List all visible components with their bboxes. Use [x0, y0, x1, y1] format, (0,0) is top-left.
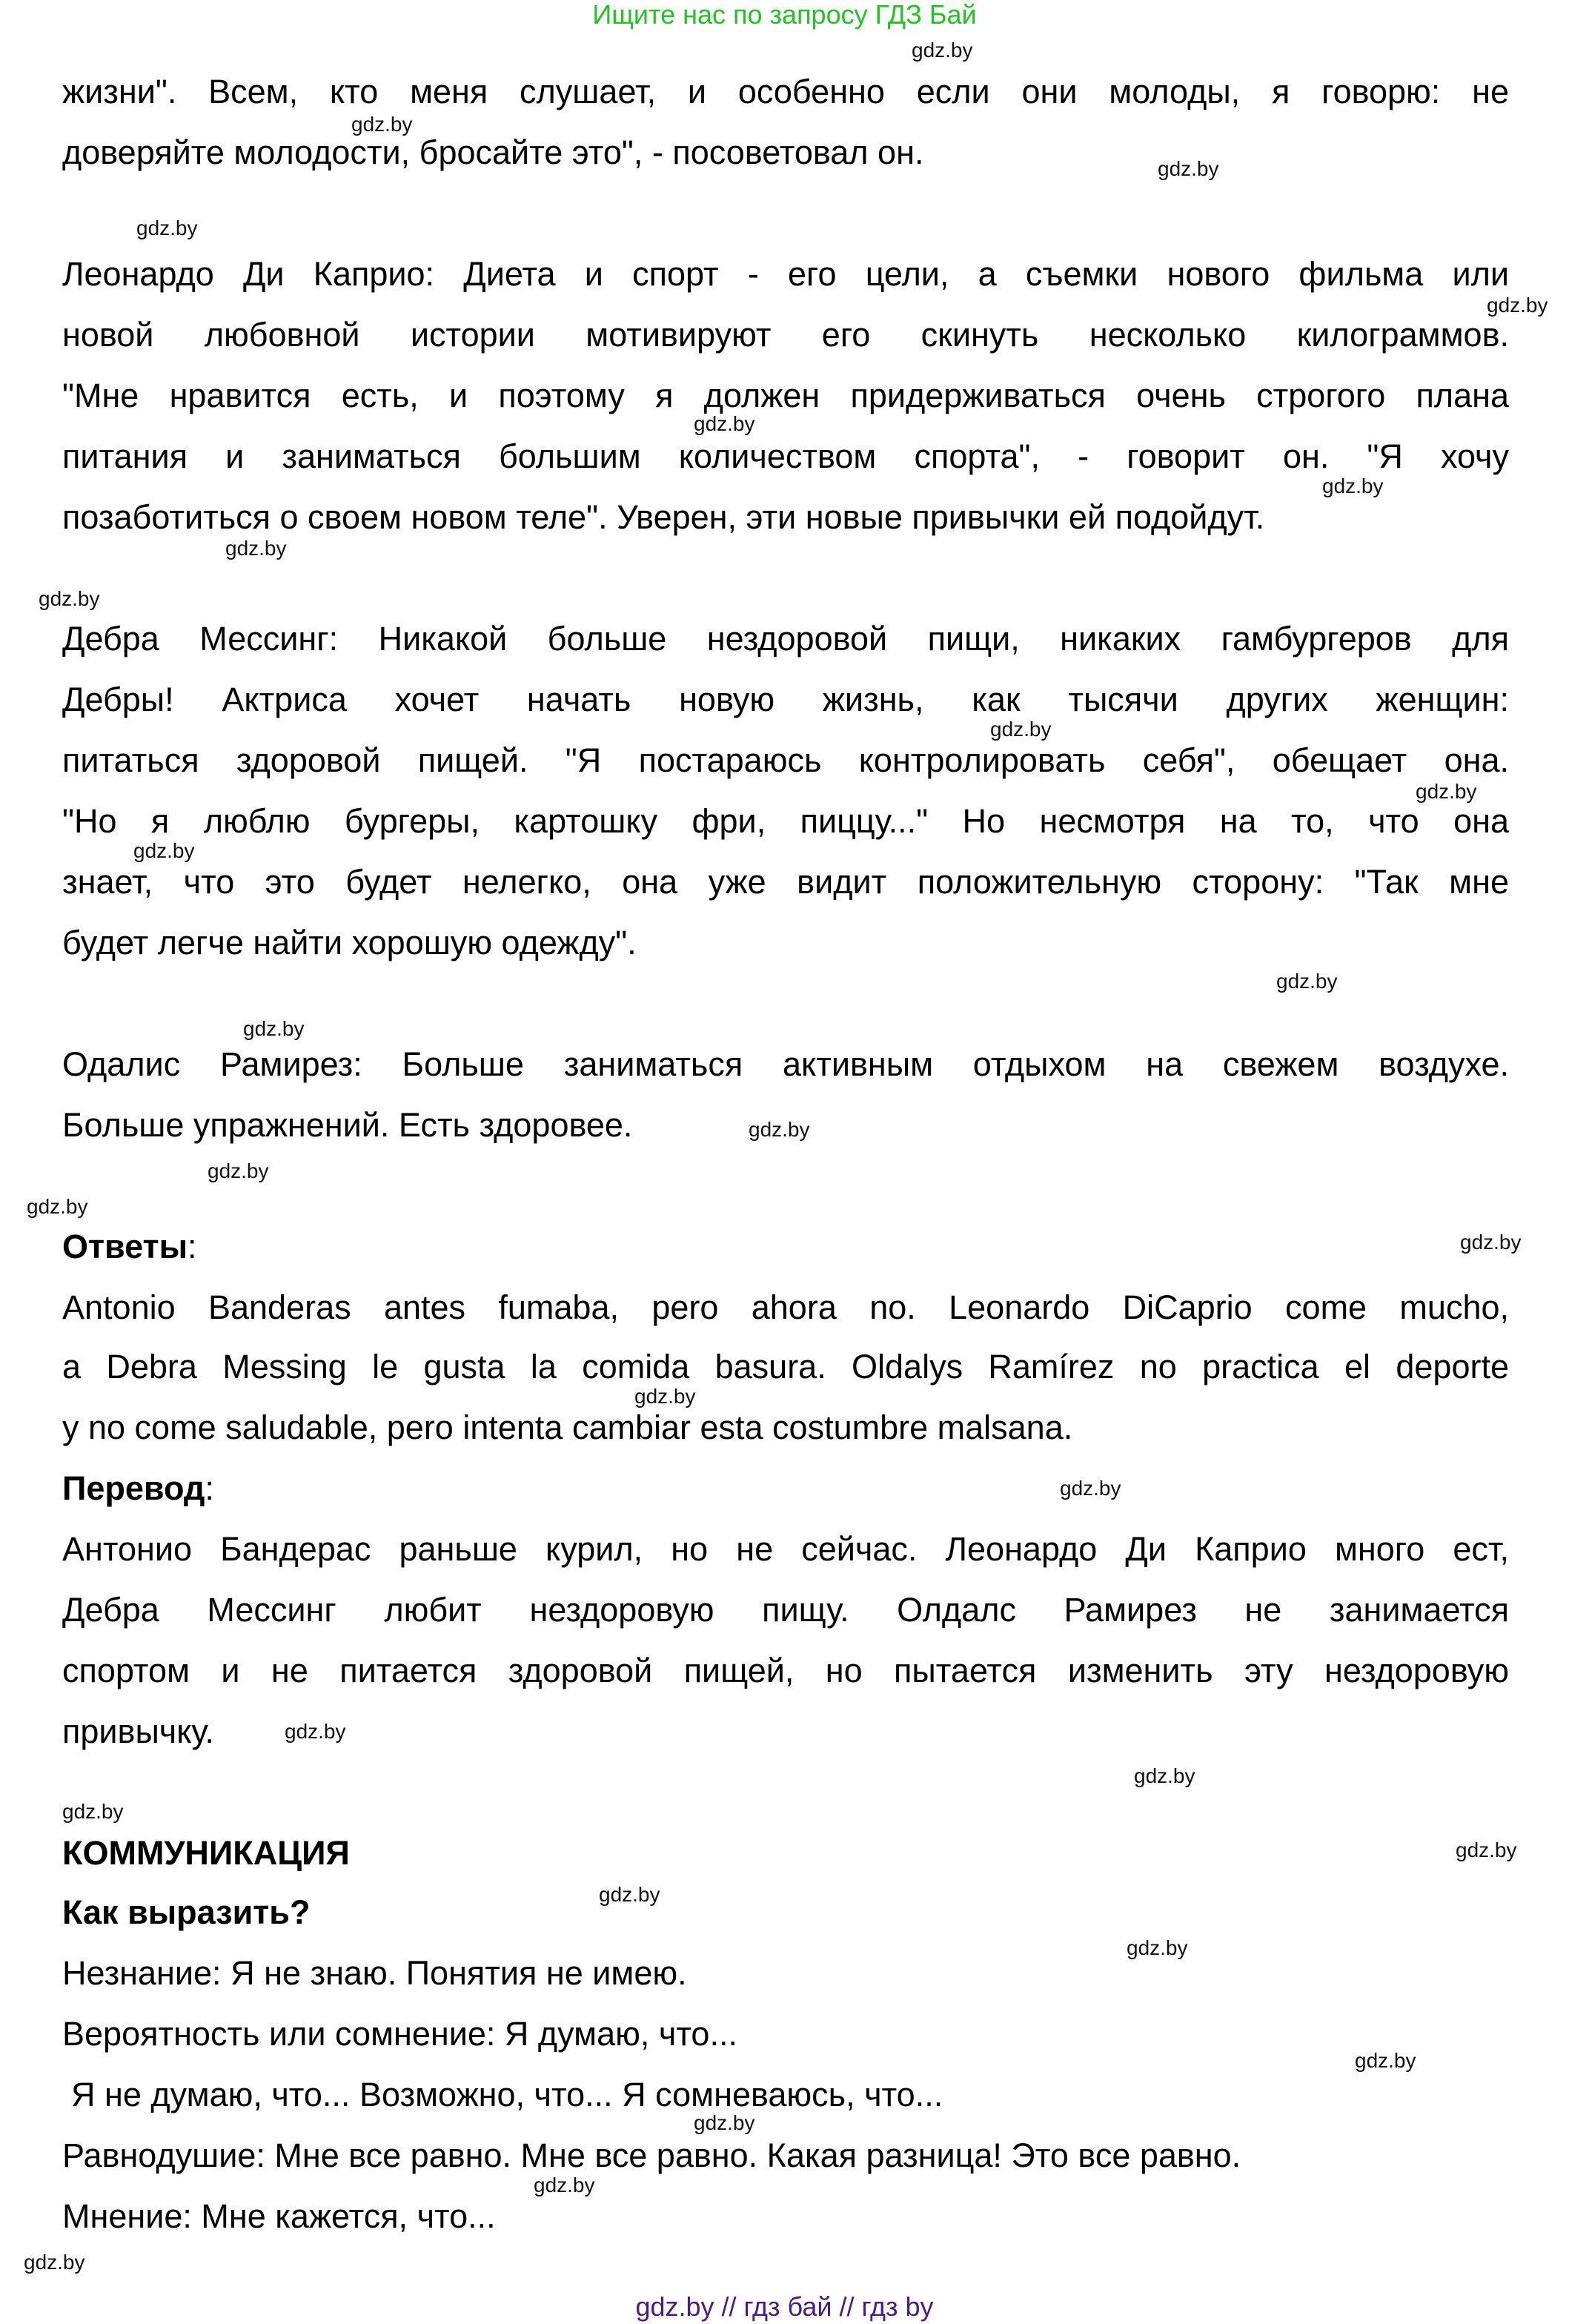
watermark: gdz.by: [749, 1118, 810, 1141]
watermark: gdz.by: [285, 1720, 346, 1743]
answers-heading: [62, 1216, 1509, 1277]
text-line: питания и заниматься большим количеством спорта", - говорит он. "Я хочу: [62, 437, 1509, 475]
footer-links[interactable]: gdz.by // гдз бай // гдз by: [635, 2291, 934, 2322]
text-line: Леонардо Ди Каприо: Диета и спорт - его цели, а съемки нового фильма или: [62, 255, 1509, 293]
text-line: Дебра Мессинг любит нездоровую пищу. Олдалс Рамирез не занимается: [62, 1591, 1509, 1629]
text-line: Больше упражнений. Есть здоровее.: [62, 1106, 633, 1144]
text-line: Одалис Рамирез: Больше заниматься активным отдыхом на свежем воздухе.: [62, 1045, 1509, 1083]
answers-colon: :: [188, 1228, 197, 1265]
text-line: Я не думаю, что... Возможно, что... Я сомневаюсь, что...: [71, 2076, 943, 2113]
communication-subheading: Как выразить?: [62, 1893, 311, 1931]
watermark: gdz.by: [243, 1017, 305, 1040]
watermark: gdz.by: [1416, 780, 1477, 803]
watermark: gdz.by: [694, 2111, 755, 2134]
watermark: gdz.by: [133, 839, 195, 862]
text-line: Незнание: Я не знаю. Понятия не имею.: [62, 1954, 687, 1992]
text-line: питаться здоровой пищей. "Я постараюсь контролировать себя", обещает она.: [62, 741, 1509, 779]
watermark: gdz.by: [62, 1800, 124, 1823]
watermark: gdz.by: [599, 1883, 660, 1906]
text-line: Antonio Banderas antes fumaba, pero ahora no. Leonardo DiCaprio come mucho,: [62, 1288, 1509, 1326]
watermark: gdz.by: [351, 113, 413, 136]
search-banner[interactable]: Ищите нас по запросу ГДЗ Бай: [592, 0, 977, 30]
text-line: позаботиться о своем новом теле". Уверен, эти новые привычки ей подойдут.: [62, 498, 1265, 536]
text-line: a Debra Messing le gusta la comida basura. Oldalys Ramírez no practica el deporte: [62, 1348, 1509, 1386]
text-line: "Но я люблю бургеры, картошку фри, пиццу..." Но несмотря на то, что она: [62, 802, 1509, 840]
text-line: жизни". Всем, кто меня слушает, и особенно если они молоды, я говорю: не: [62, 73, 1509, 110]
text-line: Вероятность или сомнение: Я думаю, что...: [62, 2015, 737, 2053]
watermark: gdz.by: [912, 39, 973, 62]
watermark: gdz.by: [225, 537, 287, 560]
text-line: y no come saludable, pero intenta cambiar esta costumbre malsana.: [62, 1408, 1073, 1446]
text-line: доверяйте молодости, бросайте это", - посоветовал он.: [62, 133, 924, 171]
text-line: знает, что это будет нелегко, она уже видит положительную сторону: "Так мне: [62, 863, 1509, 901]
answers-heading-label: Ответы: [62, 1228, 188, 1265]
watermark: gdz.by: [694, 412, 755, 435]
text-line: Равнодушие: Мне все равно. Мне все равно. Какая разница! Это все равно.: [62, 2136, 1241, 2174]
watermark: gdz.by: [990, 718, 1052, 741]
text-line: будет легче найти хорошую одежду".: [62, 924, 637, 961]
watermark: gdz.by: [1060, 1477, 1121, 1500]
watermark: gdz.by: [1127, 1936, 1188, 1959]
watermark: gdz.by: [1460, 1231, 1522, 1254]
text-line: Антонио Бандерас раньше курил, но не сейчас. Леонардо Ди Каприо много ест,: [62, 1530, 1509, 1568]
watermark: gdz.by: [1456, 1838, 1517, 1861]
watermark: gdz.by: [39, 587, 100, 610]
watermark: gdz.by: [1158, 157, 1219, 180]
watermark: gdz.by: [24, 2251, 85, 2274]
translation-heading: [62, 1458, 1509, 1519]
text-line: новой любовной истории мотивируют его скинуть несколько килограммов.: [62, 316, 1509, 354]
watermark: gdz.by: [1276, 970, 1338, 993]
watermark: gdz.by: [1487, 294, 1548, 317]
text-line: Дебра Мессинг: Никакой больше нездоровой пищи, никаких гамбургеров для: [62, 620, 1509, 658]
watermark: gdz.by: [1322, 474, 1384, 497]
text-line: "Мне нравится есть, и поэтому я должен придерживаться очень строгого плана: [62, 377, 1509, 414]
watermark: gdz.by: [634, 1385, 696, 1408]
translation-heading-label: Перевод: [62, 1469, 205, 1507]
text-line: Дебры! Актриса хочет начать новую жизнь, как тысячи других женщин:: [62, 681, 1509, 718]
watermark: gdz.by: [208, 1159, 269, 1182]
watermark: gdz.by: [1134, 1764, 1195, 1787]
communication-heading: КОММУНИКАЦИЯ: [62, 1834, 350, 1872]
watermark: gdz.by: [136, 216, 198, 239]
watermark: gdz.by: [27, 1195, 88, 1218]
text-line: привычку.: [62, 1712, 214, 1750]
translation-colon: :: [205, 1469, 214, 1507]
watermark: gdz.by: [534, 2174, 595, 2196]
text-line: спортом и не питается здоровой пищей, но пытается изменить эту нездоровую: [62, 1652, 1509, 1689]
text-line: Мнение: Мне кажется, что...: [62, 2197, 496, 2235]
watermark: gdz.by: [1355, 2049, 1416, 2072]
